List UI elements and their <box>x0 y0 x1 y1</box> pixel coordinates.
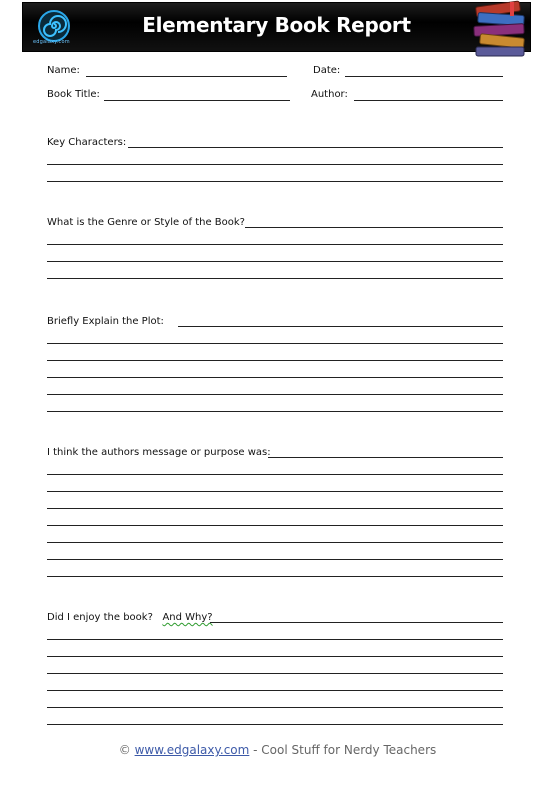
enjoy-line-7[interactable] <box>47 724 503 725</box>
footer-tagline: - Cool Stuff for Nerdy Teachers <box>253 743 437 757</box>
key-characters-line-3[interactable] <box>47 181 503 182</box>
book-title-label: Book Title: <box>47 89 100 100</box>
page-title: Elementary Book Report <box>142 13 411 37</box>
plot-line-4[interactable] <box>47 377 503 378</box>
genre-line-1[interactable] <box>245 227 503 228</box>
message-line-4[interactable] <box>47 508 503 509</box>
plot-line-3[interactable] <box>47 360 503 361</box>
plot-label: Briefly Explain the Plot: <box>47 316 164 327</box>
key-characters-line-1[interactable] <box>128 147 503 148</box>
plot-line-5[interactable] <box>47 394 503 395</box>
message-line-8[interactable] <box>47 576 503 577</box>
key-characters-label: Key Characters: <box>47 137 127 148</box>
why-question: And Why? <box>162 612 213 623</box>
logo-text: edgalaxy.com <box>33 39 70 45</box>
header-bar <box>22 2 531 52</box>
enjoy-line-5[interactable] <box>47 690 503 691</box>
website-link[interactable]: www.edgalaxy.com <box>134 743 250 757</box>
enjoy-question: Did I enjoy the book? <box>47 612 153 623</box>
message-label: I think the authors message or purpose was: <box>47 447 271 458</box>
book-title-input-line[interactable] <box>104 100 290 101</box>
date-input-line[interactable] <box>345 76 503 77</box>
enjoy-line-4[interactable] <box>47 673 503 674</box>
name-label: Name: <box>47 65 80 76</box>
enjoy-label <box>47 612 213 623</box>
message-line-1[interactable] <box>268 457 503 458</box>
plot-line-1[interactable] <box>178 326 503 327</box>
key-characters-line-2[interactable] <box>47 164 503 165</box>
enjoy-line-1[interactable] <box>210 622 503 623</box>
books-stack-icon <box>470 0 532 60</box>
author-label: Author: <box>311 89 348 100</box>
enjoy-line-6[interactable] <box>47 707 503 708</box>
name-input-line[interactable] <box>86 76 287 77</box>
genre-line-3[interactable] <box>47 261 503 262</box>
genre-line-4[interactable] <box>47 278 503 279</box>
message-line-3[interactable] <box>47 491 503 492</box>
plot-line-2[interactable] <box>47 343 503 344</box>
message-line-2[interactable] <box>47 474 503 475</box>
message-line-6[interactable] <box>47 542 503 543</box>
genre-line-2[interactable] <box>47 244 503 245</box>
message-line-7[interactable] <box>47 559 503 560</box>
genre-label: What is the Genre or Style of the Book? <box>47 217 245 228</box>
message-line-5[interactable] <box>47 525 503 526</box>
plot-line-6[interactable] <box>47 411 503 412</box>
footer <box>0 743 555 757</box>
author-input-line[interactable] <box>354 100 503 101</box>
copyright-symbol: © <box>118 743 131 757</box>
enjoy-line-2[interactable] <box>47 639 503 640</box>
enjoy-line-3[interactable] <box>47 656 503 657</box>
date-label: Date: <box>313 65 341 76</box>
